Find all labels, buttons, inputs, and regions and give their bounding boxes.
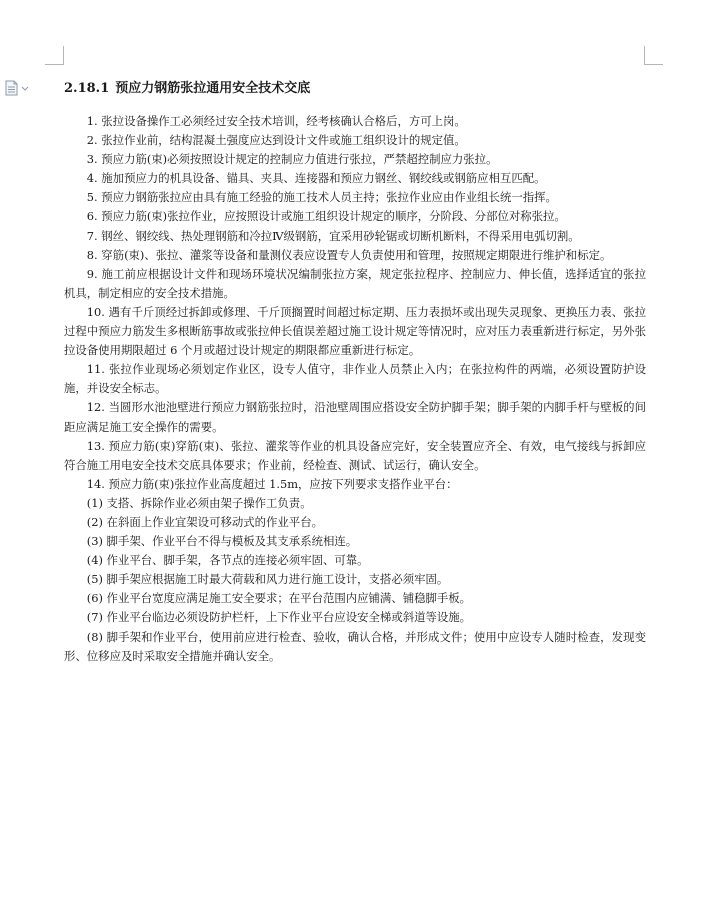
list-item: (5) 脚手架应根据施工时最大荷载和风力进行施工设计，支搭必须牢固。 — [86, 572, 449, 587]
margin-mark-top-right — [644, 46, 663, 65]
list-item: (2) 在斜面上作业宜架设可移动式的作业平台。 — [86, 514, 323, 529]
paragraph: 14. 预应力筋(束)张拉作业高度超过 1.5m，应按下列要求支搭作业平台： — [86, 476, 458, 491]
list-item: (7) 作业平台临边必须设防护栏杆，上下作业平台应设安全梯或斜道等设施。 — [86, 610, 472, 625]
list-item: (3) 脚手架、作业平台不得与模板及其支承系统相连。 — [86, 534, 358, 549]
list-item: (8) 脚手架和作业平台，使用前应进行检查、验收，确认合格，并形成文件；使用中应设专人随时检查，发现变形、位移应及时采取安全措施并确认安全。 — [64, 629, 646, 663]
paragraph: 9. 施工前应根据设计文件和现场环境状况编制张拉方案，规定张拉程序、控制应力、伸长值，选择适宜的张拉机具，制定相应的安全技术措施。 — [64, 266, 646, 300]
paragraph: 2. 张拉作业前，结构混凝土强度应达到设计文件或施工组织设计的规定值。 — [86, 133, 466, 148]
paragraph: 13. 预应力筋(束)穿筋(束)、张拉、灌浆等作业的机具设备应完好，安全装置应齐全、有效，电气接线与拆卸应符合施工用电安全技术交底具体要求；作业前，经检查、测试、试运行，确认安全。 — [64, 438, 646, 472]
section-number: 2.18.1 — [64, 81, 110, 96]
document-body — [64, 112, 646, 666]
document-icon — [4, 80, 30, 96]
margin-mark-top-left — [45, 46, 64, 65]
paragraph: 10. 遇有千斤顶经过拆卸或修理、千斤顶搁置时间超过标定期、压力表损坏或出现失灵现象、更换压力表、张拉过程中预应力筋发生多根断筋事故或张拉伸长值误差超过施工设计规定等情况时，应对压力表重新进行标定，另外张拉设备使用期限超过 6 个月或超过设计规定的期限都应重新进行标定。 — [64, 304, 646, 358]
paragraph: 6. 预应力筋(束)张拉作业，应按照设计或施工组织设计规定的顺序，分阶段、分部位对称张拉。 — [86, 209, 566, 224]
section-title: 预应力钢筋张拉通用安全技术交底 — [115, 81, 311, 96]
paragraph: 1. 张拉设备操作工必须经过安全技术培训，经考核确认合格后，方可上岗。 — [86, 114, 466, 128]
paragraph: 3. 预应力筋(束)必须按照设计规定的控制应力值进行张拉，严禁超控制应力张拉。 — [86, 152, 498, 167]
list-item: (6) 作业平台宽度应满足施工安全要求；在平台范围内应铺满、铺稳脚手板。 — [86, 591, 472, 606]
paragraph: 5. 预应力钢筋张拉应由具有施工经验的施工技术人员主持；张拉作业应由作业组长统一指挥。 — [86, 190, 557, 205]
paragraph: 12. 当圆形水池池壁进行预应力钢筋张拉时，沿池壁周围应搭设安全防护脚手架；脚手架的内脚手杆与壁板的间距应满足施工安全操作的需要。 — [64, 400, 646, 434]
paragraph: 8. 穿筋(束)、张拉、灌浆等设备和量测仪表应设置专人负责使用和管理，按照规定期限进行维护和标定。 — [86, 247, 612, 262]
list-item: (1) 支搭、拆除作业必须由架子操作工负责。 — [86, 495, 312, 510]
chevron-down-icon — [22, 87, 28, 90]
paragraph: 7. 钢丝、钢绞线、热处理钢筋和冷拉Ⅳ级钢筋，宜采用砂轮锯或切断机断料，不得采用电弧切割。 — [86, 228, 580, 243]
paragraph: 11. 张拉作业现场必须划定作业区，设专人值守，非作业人员禁止入内；在张拉构件的两端，必须设置防护设施，并设安全标志。 — [64, 362, 646, 396]
list-item: (4) 作业平台、脚手架，各节点的连接必须牢固、可靠。 — [86, 553, 369, 568]
section-heading — [64, 80, 310, 98]
paragraph: 4. 施加预应力的机具设备、锚具、夹具、连接器和预应力钢丝、钢绞线或钢筋应相互匹配。 — [86, 171, 546, 186]
document-options-icon[interactable] — [4, 80, 30, 96]
